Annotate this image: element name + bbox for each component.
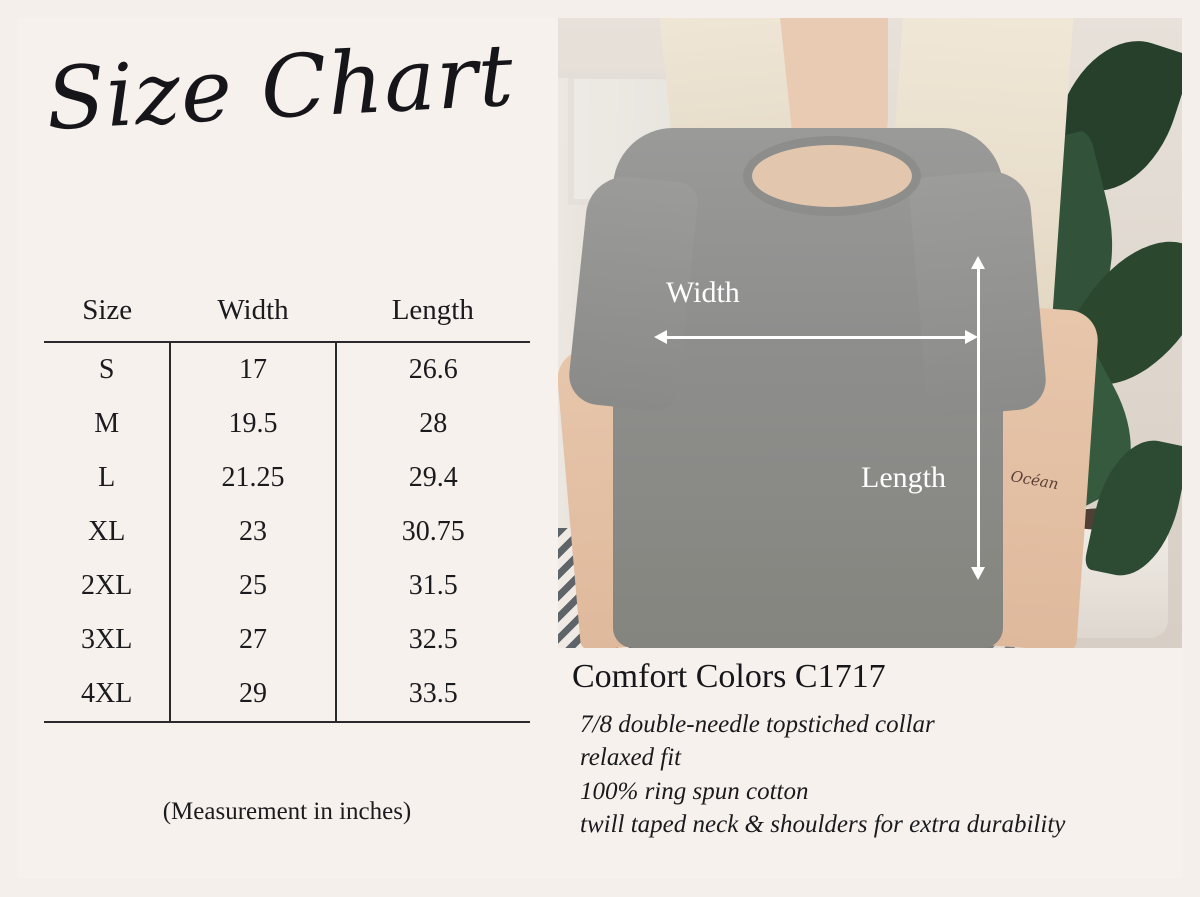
cell-length: 28 (419, 408, 448, 439)
cell-length: 33.5 (336, 667, 530, 722)
feature-item: relaxed fit (580, 744, 682, 772)
table-row (44, 613, 530, 667)
cell-width: 19.5 (170, 397, 335, 451)
column-header-width: Width (170, 286, 335, 342)
cell-width: 23 (170, 505, 335, 559)
cell-width: 25 (170, 559, 335, 613)
table-row (44, 667, 530, 722)
table-row (44, 559, 530, 613)
table-row (44, 505, 530, 559)
cell-length: 26.6 (408, 354, 458, 385)
measurement-note: (Measurement in inches) (162, 798, 412, 825)
cell-size: 4XL (44, 667, 170, 722)
length-label: Length (861, 461, 946, 494)
product-features (580, 708, 1180, 841)
table-row (44, 397, 530, 451)
cell-size: XL (44, 505, 170, 559)
size-table (44, 286, 530, 723)
cell-length: 31.5 (408, 570, 458, 601)
model-tattoo: Océan (1009, 467, 1060, 494)
table-header-row (44, 286, 530, 342)
cell-size: 3XL (44, 613, 170, 667)
cell-width: 29 (170, 667, 335, 722)
width-label: Width (666, 276, 740, 309)
table-row (44, 342, 530, 397)
right-column (558, 18, 1182, 879)
table-row (44, 451, 530, 505)
cell-length: 29.4 (408, 462, 458, 493)
left-column (18, 18, 558, 879)
product-name: Comfort Colors C1717 (572, 658, 886, 695)
tshirt-collar (743, 136, 921, 216)
cell-length: 32.5 (408, 624, 458, 655)
page-title: Size Chart (43, 25, 517, 151)
cell-size: M (44, 397, 170, 451)
length-arrow-icon (977, 268, 980, 568)
width-arrow-icon (666, 336, 966, 339)
product-photo (558, 18, 1182, 648)
column-header-length: Length (336, 286, 530, 342)
cell-size: 2XL (44, 559, 170, 613)
cell-length: 30.75 (401, 516, 465, 547)
chart-canvas (18, 18, 1182, 879)
feature-item: twill taped neck & shoulders for extra durability (580, 810, 1066, 838)
cell-size: L (44, 451, 170, 505)
column-header-size: Size (44, 286, 170, 342)
cell-width: 21.25 (170, 451, 335, 505)
cell-width: 27 (170, 613, 335, 667)
cell-width: 17 (170, 342, 335, 397)
feature-item: 7/8 double-needle topstiched collar (580, 711, 935, 738)
feature-item: 100% ring spun cotton (580, 777, 809, 805)
cell-size: S (44, 342, 170, 397)
